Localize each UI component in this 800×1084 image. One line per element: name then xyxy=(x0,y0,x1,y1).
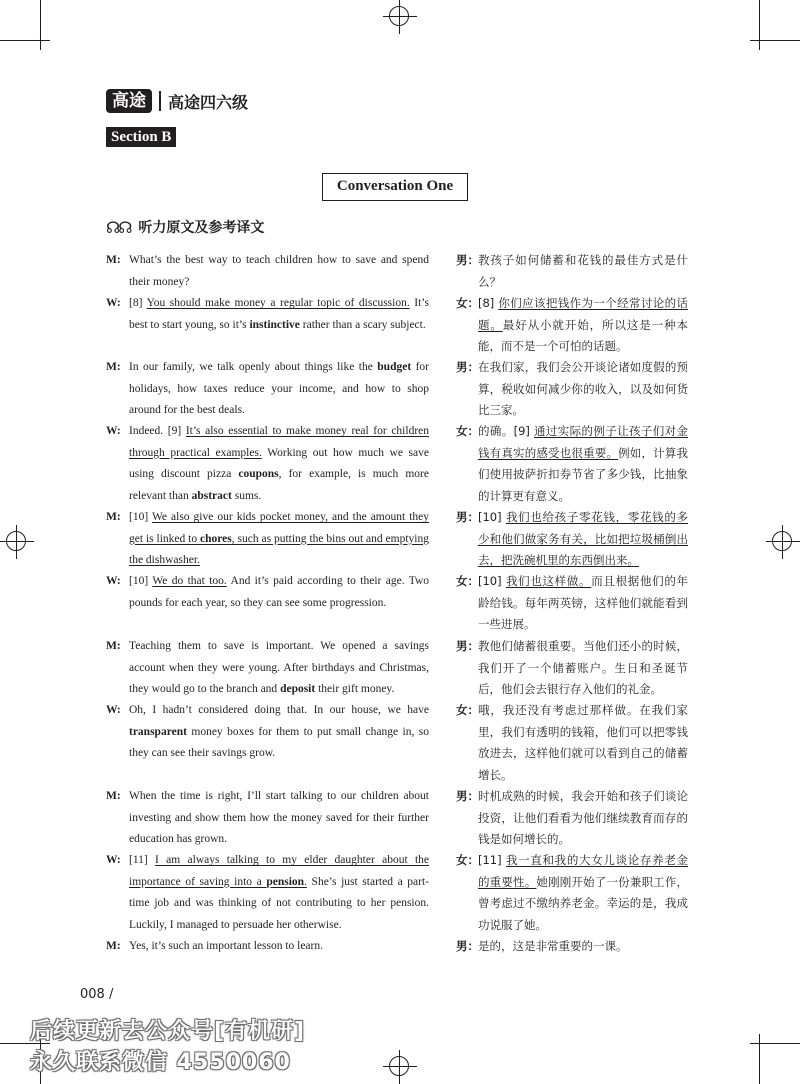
speaker-label: 女： xyxy=(456,296,479,310)
headphones-icon: ☊☊ xyxy=(106,217,131,237)
speaker-label: 女： xyxy=(456,853,479,867)
text-run: 她刚刚开始了一份兼职工作，曾考虑过不缴纳养老金。幸运的是，我成功说服了她。 xyxy=(478,874,689,932)
text-run: What’s the best way to teach children how to save and spend their money? xyxy=(129,254,429,288)
dialogue-text xyxy=(478,636,688,701)
text-run: You should make money a regular topic of discussion. xyxy=(146,297,410,309)
speaker-label: M: xyxy=(106,254,121,266)
text-run: And it’s paid according to their age. Two pounds for each year, so they can see some progression. xyxy=(129,575,429,609)
dialogue-turn xyxy=(456,293,688,358)
text-run: Indeed. [9] xyxy=(129,425,186,437)
brand-logo: 高途 xyxy=(106,89,152,113)
text-run: abstract xyxy=(191,489,232,502)
text-run: We also give our kids pocket money, and the amount they get is linked to xyxy=(129,511,430,545)
dialogue-turn xyxy=(106,700,429,765)
text-run: coupons xyxy=(238,468,279,480)
text-run: She’s just started a part-time job and was thinking of not contributing to her pension. Luckily, I managed to persuade her otherwise. xyxy=(129,875,429,931)
text-run: money boxes for them to put small change in, so they can see their savings grow. xyxy=(129,725,429,759)
dialogue-text xyxy=(129,357,429,422)
text-run: Working out how much we save using discount pizza xyxy=(129,446,429,480)
crop-mark xyxy=(750,1043,800,1044)
speaker-label: 男： xyxy=(456,360,479,374)
page-number: 008 / xyxy=(80,987,114,1002)
text-run: 时机成熟的时候，我会开始和孩子们谈论投资，让他们看看为他们继续教育而存的钱是如何增长的。 xyxy=(478,789,688,846)
speaker-label: M: xyxy=(106,790,121,802)
dialogue-text xyxy=(129,636,429,701)
speaker-label: W: xyxy=(106,704,121,716)
text-run: [10] xyxy=(129,511,152,523)
dialogue-text xyxy=(129,786,429,851)
watermark-line-1: 后续更新去公众号[有机研] xyxy=(30,1019,306,1044)
text-run: 你们应该把钱作为一个经常讨论的话题。 xyxy=(478,296,688,332)
speaker-label: M: xyxy=(106,361,121,373)
dialogue-turn xyxy=(456,786,688,851)
dialogue-turn xyxy=(106,421,429,507)
dialogue-text xyxy=(129,571,429,614)
speaker-label: M: xyxy=(106,511,121,523)
conversation-title: Conversation One xyxy=(322,173,468,201)
text-run: chores xyxy=(200,532,232,545)
dialogue-turn xyxy=(106,936,429,958)
dialogue-text xyxy=(478,421,688,507)
dialogue-text xyxy=(129,700,429,765)
text-run: deposit xyxy=(280,683,316,695)
registration-mark-top xyxy=(383,0,417,34)
crop-mark xyxy=(0,40,50,41)
dialogue-turn xyxy=(456,250,688,293)
brand-name: 高途四六级 xyxy=(168,92,249,112)
text-run: for holidays, how taxes reduce your income, and how to shop around for the best deals. xyxy=(129,361,429,416)
speaker-label: 男： xyxy=(456,639,479,653)
dialogue-turn xyxy=(456,507,688,572)
dialogue-text xyxy=(478,571,688,636)
crop-mark xyxy=(759,1034,760,1084)
speaker-label: W: xyxy=(106,575,121,587)
speaker-label: 男： xyxy=(456,510,479,524)
text-run: In our family, we talk openly about things like the xyxy=(129,361,378,373)
section-heading xyxy=(106,217,264,237)
text-run: [10] xyxy=(129,575,153,587)
text-run: sums. xyxy=(231,489,262,502)
text-run: 通过实际的例子让孩子们对金钱有真实的感受也很重要。 xyxy=(478,424,689,460)
text-run: It’s best to start young, so it’s xyxy=(129,297,429,331)
text-run: [8] xyxy=(129,297,147,309)
dialogue-turn xyxy=(456,571,688,636)
text-run: 例如，计算我们使用披萨折扣券节省了多少钱，比抽象的计算更有意义。 xyxy=(478,445,689,503)
text-run: When the time is right, I’ll start talking to our children about investing and show them how the money saved for their further education has grown. xyxy=(129,790,429,845)
text-run: 哦，我还没有考虑过那样做。在我们家里，我们有透明的钱箱，他们可以把零钱放进去，这样他们就可以看到自己的储蓄增长。 xyxy=(478,703,688,782)
dialogue-text xyxy=(478,700,688,786)
registration-mark-left xyxy=(0,525,34,559)
text-run: 我一直和我的大女儿谈论存养老金的重要性。 xyxy=(478,853,689,889)
brand-header xyxy=(106,88,248,114)
text-run: It’s also essential to make money real for children through practical examples. xyxy=(129,425,429,459)
text-run: their gift money. xyxy=(315,683,395,695)
text-run: 我们也给孩子零花钱，零花钱的多少和他们做家务有关，比如把垃圾桶倒出去，把洗碗机里的东西倒出来。 xyxy=(478,510,689,567)
text-run: instinctive xyxy=(249,318,300,331)
text-run: Oh, I hadn’t considered doing that. In our house, we have xyxy=(129,704,429,716)
text-run: [10] xyxy=(478,510,506,524)
dialogue-text xyxy=(478,936,688,958)
text-run: rather than a scary subject. xyxy=(299,318,426,331)
dialogue-turn xyxy=(106,357,429,422)
text-run: [11] xyxy=(478,853,506,867)
heading-text: 听力原文及参考译文 xyxy=(138,220,265,236)
text-run: 最好从小就开始，所以这是一种本能，而不是一个可怕的话题。 xyxy=(478,317,688,353)
speaker-label: 男： xyxy=(456,939,479,953)
dialogue-text xyxy=(478,357,688,422)
speaker-label: M: xyxy=(106,640,121,652)
speaker-label: M: xyxy=(106,940,121,952)
text-run: [10] xyxy=(478,574,506,588)
text-run: 的确。[9] xyxy=(478,424,534,438)
dialogue-turn xyxy=(106,250,429,293)
speaker-label: W: xyxy=(106,854,121,866)
dialogue-text xyxy=(478,250,688,293)
dialogue-text xyxy=(478,507,688,572)
dialogue-text xyxy=(129,936,429,958)
text-run: , such as putting the bins out and emptying the dishwasher. xyxy=(129,532,429,566)
dialogue-turn xyxy=(456,636,688,701)
text-run: . xyxy=(304,875,307,888)
speaker-label: W: xyxy=(106,425,121,437)
dialogue-text xyxy=(478,293,688,358)
dialogue-turn xyxy=(106,293,429,336)
dialogue-text xyxy=(478,786,688,851)
section-label: Section B xyxy=(106,127,176,147)
brand-divider xyxy=(159,91,161,111)
text-run: We do that too. xyxy=(152,575,227,587)
text-run: Teaching them to save is important. We opened a savings account when they were young. After birthdays and Christmas, they would go to the branch and xyxy=(129,640,429,695)
speaker-label: 男： xyxy=(456,253,479,267)
crop-mark xyxy=(40,0,41,50)
speaker-label: 女： xyxy=(456,574,479,588)
text-run: , for example, is much more relevant than xyxy=(129,468,429,502)
text-run: 教孩子如何储蓄和花钱的最佳方式是什么？ xyxy=(478,253,688,289)
speaker-label: W: xyxy=(106,297,121,309)
dialogue-text xyxy=(129,850,429,936)
text-run: Yes, it’s such an important lesson to learn. xyxy=(129,940,323,952)
text-run: [11] xyxy=(129,854,156,866)
text-run: transparent xyxy=(129,725,187,738)
dialogue-turn xyxy=(106,571,429,614)
text-run: [8] xyxy=(478,296,499,310)
speaker-label: 女： xyxy=(456,703,479,717)
crop-mark xyxy=(750,40,800,41)
dialogue-text xyxy=(129,250,429,293)
dialogue-turn xyxy=(456,850,688,936)
speaker-label: 女： xyxy=(456,424,479,438)
dialogue-turn xyxy=(456,357,688,422)
registration-mark-right xyxy=(766,525,800,559)
dialogue-text xyxy=(129,507,429,572)
text-run: 教他们储蓄很重要。当他们还小的时候，我们开了一个储蓄账户。生日和圣诞节后，他们会去银行存入他们的礼金。 xyxy=(478,639,688,696)
text-run: 我们也这样做。 xyxy=(505,574,592,588)
dialogue-turn xyxy=(106,786,429,851)
dialogue-turn xyxy=(106,850,429,936)
dialogue-text xyxy=(478,850,688,936)
speaker-label: 男： xyxy=(456,789,479,803)
dialogue-turn xyxy=(456,700,688,786)
dialogue-turn xyxy=(106,507,429,572)
registration-mark-bottom xyxy=(383,1050,417,1084)
dialogue-turn xyxy=(106,636,429,701)
dialogue-turn xyxy=(456,421,688,507)
dialogue-text xyxy=(129,421,429,507)
text-run: 而且根据他们的年龄给钱。每年两英镑，这样他们就能看到一些进展。 xyxy=(478,574,689,631)
dialogue-text xyxy=(129,293,429,336)
text-run: budget xyxy=(377,361,412,373)
text-run: 是的，这是非常重要的一课。 xyxy=(478,939,628,953)
dialogue-turn xyxy=(456,936,688,958)
text-run: 在我们家，我们会公开谈论诸如度假的预算，税收如何减少你的收入，以及如何货比三家。 xyxy=(478,360,688,417)
crop-mark xyxy=(759,0,760,50)
watermark-line-2: 永久联系微信 4550060 xyxy=(30,1050,291,1075)
text-run: pension xyxy=(266,875,305,888)
text-run: I am always talking to my elder daughter about the importance of saving into a xyxy=(129,854,429,888)
